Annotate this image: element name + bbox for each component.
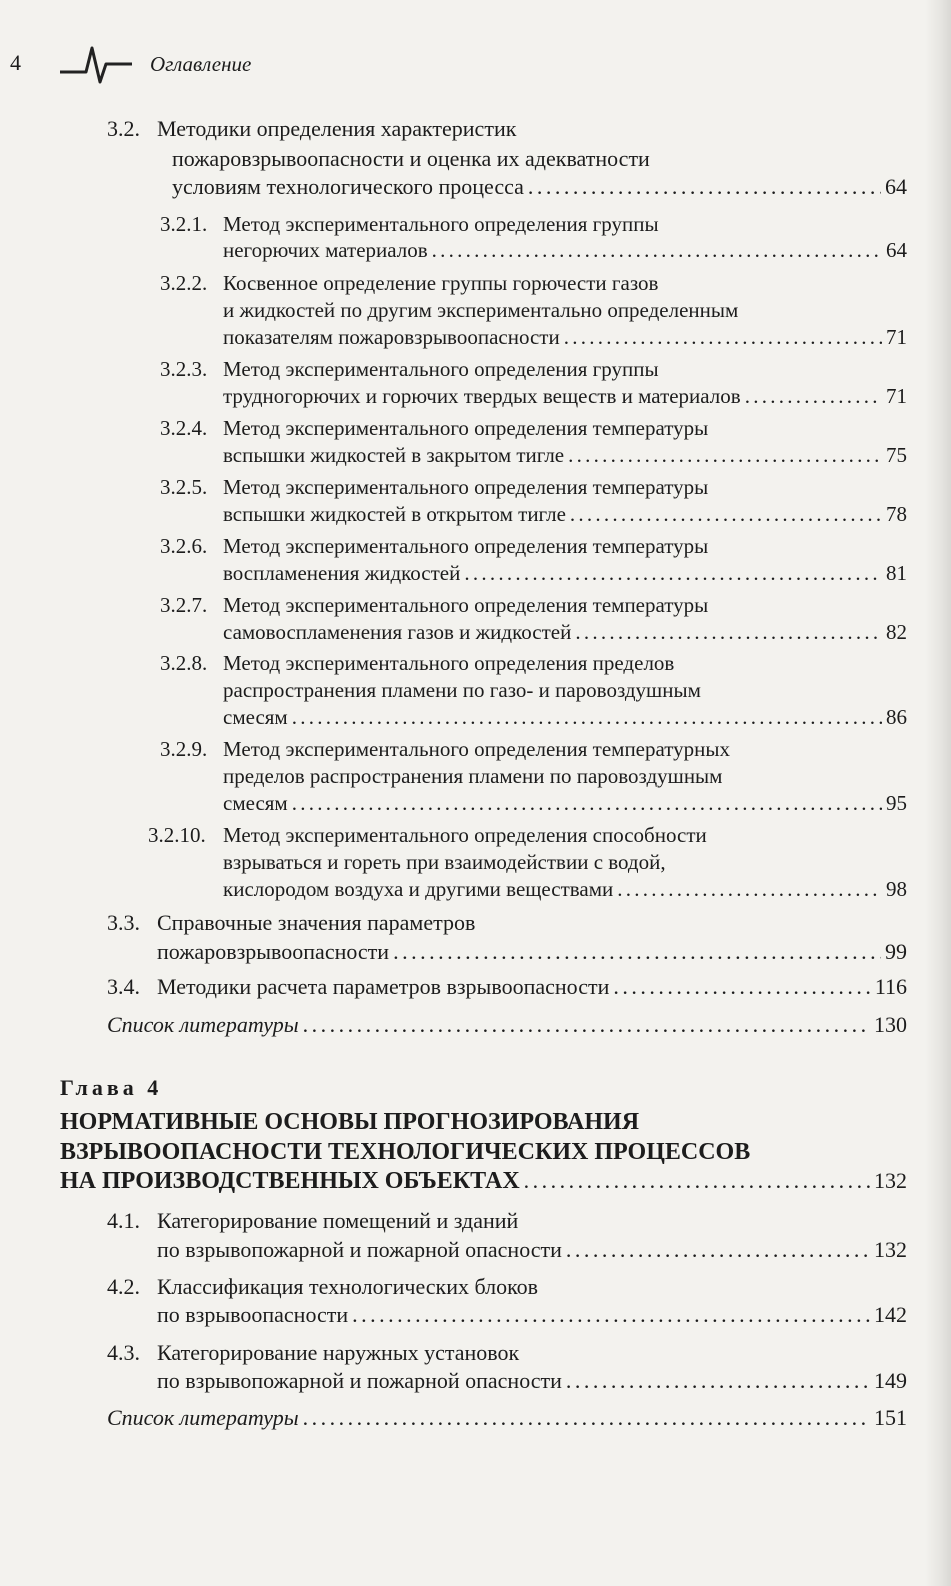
entry-title-line: и жидкостей по другим экспериментально определенным — [223, 298, 739, 322]
entry-title-line: самовоспламенения газов и жидкостей — [223, 620, 572, 644]
leader-dots — [613, 972, 870, 1002]
entry-title-line: Метод экспериментального определения группы — [223, 212, 659, 236]
entry-number: 3.2.9. — [160, 737, 208, 761]
entry-title-line: Методики расчета параметров взрывоопасности — [157, 974, 610, 999]
entry-title-line: трудногорючих и горючих твердых веществ и материалов — [223, 384, 741, 408]
entry-page: 98 — [886, 877, 907, 901]
leader-dots — [564, 322, 882, 352]
entry-title-line: по взрывопожарной и пожарной опасности — [157, 1237, 562, 1262]
entry-title-line: распространения пламени по газо- и паровоздушным — [223, 678, 701, 702]
entry-number: 3.2.5. — [160, 475, 208, 499]
entry-title-line: Классификация технологических блоков — [157, 1274, 539, 1299]
toc-entry-4-1-line-1 — [107, 1206, 518, 1236]
toc-entry-3-4 — [107, 972, 907, 1002]
entry-page: 86 — [886, 705, 907, 729]
toc-entry-3-2-10-line-3 — [223, 874, 907, 904]
entry-number: 4.1. — [107, 1208, 140, 1233]
entry-page: 95 — [886, 791, 907, 815]
entry-page: 151 — [874, 1405, 907, 1430]
entry-page: 71 — [886, 325, 907, 349]
entry-number: 3.2.8. — [160, 651, 208, 675]
toc-entry-3-2-line-3 — [172, 172, 907, 202]
toc-entry-4-3-line-1 — [107, 1338, 519, 1368]
toc-entry-3-2-10-line-1 — [148, 820, 707, 850]
entry-title-line: показателям пожаровзрывоопасности — [223, 325, 560, 349]
toc-entry-3-2-10-line-2 — [223, 847, 666, 877]
toc-entry-4-1-line-2 — [157, 1235, 907, 1265]
toc-entry-4-2-line-2 — [157, 1300, 907, 1330]
toc-entry-3-2-3-line-1 — [160, 354, 659, 384]
toc-entry-3-2-line-1 — [107, 114, 516, 144]
entry-page: 75 — [886, 443, 907, 467]
entry-title-line: пожаровзрывоопасности — [157, 939, 390, 964]
entry-page: 130 — [874, 1012, 907, 1037]
entry-number: 4.3. — [107, 1340, 140, 1365]
pulse-line-icon — [58, 46, 138, 86]
entry-number: 3.4. — [107, 974, 140, 999]
entry-title-line: Методики определения характеристик — [157, 116, 517, 141]
entry-title-line: Метод экспериментального определения пределов — [223, 651, 675, 675]
toc-entry-references-ch4 — [107, 1403, 907, 1433]
page-number: 4 — [10, 50, 21, 75]
running-header — [10, 46, 610, 86]
chapter-label: Глава 4 — [60, 1075, 163, 1100]
toc-entry-3-2-2-line-2 — [223, 295, 738, 325]
entry-title-line: воспламенения жидкостей — [223, 561, 461, 585]
toc-entry-3-2-8-line-1 — [160, 648, 674, 678]
entry-title-line: Косвенное определение группы горючести газов — [223, 271, 659, 295]
entry-page: 82 — [886, 620, 907, 644]
entry-title-line: вспышки жидкостей в закрытом тигле — [223, 443, 565, 467]
entry-page: 142 — [874, 1302, 907, 1327]
entry-number: 3.2.2. — [160, 271, 208, 295]
toc-entry-3-2-2-line-1 — [160, 268, 658, 298]
entry-number: 3.2.1. — [160, 212, 208, 236]
entry-title-line: условиям технологического процесса — [172, 174, 524, 199]
toc-entry-3-2-6-line-1 — [160, 531, 708, 561]
leader-dots — [566, 1235, 870, 1265]
toc-entry-3-2-8-line-2 — [223, 675, 701, 705]
entry-title-line: негорючих материалов — [223, 238, 428, 262]
toc-entry-3-2-7-line-2 — [223, 617, 907, 647]
toc-entry-3-2-9-line-2 — [223, 761, 722, 791]
entry-page: 64 — [885, 174, 907, 199]
leader-dots — [303, 1010, 870, 1040]
toc-entry-3-2-9-line-3 — [223, 788, 907, 818]
toc-entry-3-2-line-2 — [172, 144, 650, 174]
leader-dots — [352, 1300, 870, 1330]
toc-entry-3-2-8-line-3 — [223, 702, 907, 732]
entry-title-line: взрываться и гореть при взаимодействии с водой, — [223, 850, 666, 874]
entry-page: 149 — [874, 1368, 907, 1393]
entry-page: 81 — [886, 561, 907, 585]
entry-number: 3.3. — [107, 910, 140, 935]
toc-entry-3-2-4-line-1 — [160, 413, 708, 443]
entry-title-line: смесям — [223, 705, 288, 729]
leader-dots — [617, 874, 882, 904]
entry-title-line: Категорирование помещений и зданий — [157, 1208, 519, 1233]
entry-page: 78 — [886, 502, 907, 526]
entry-title-line: кислородом воздуха и другими веществами — [223, 877, 614, 901]
toc-entry-4-3-line-2 — [157, 1366, 907, 1396]
entry-title-line: Метод экспериментального определения температуры — [223, 416, 709, 440]
entry-title-line: Метод экспериментального определения температуры — [223, 534, 709, 558]
entry-number: 3.2.10. — [148, 823, 206, 847]
toc-entry-3-3-line-2 — [157, 937, 907, 967]
leader-dots — [570, 499, 882, 529]
entry-page: 99 — [885, 939, 907, 964]
entry-title-line: по взрывопожарной и пожарной опасности — [157, 1368, 562, 1393]
chapter-title-line-1: НОРМАТИВНЫЕ ОСНОВЫ ПРОГНОЗИРОВАНИЯ — [60, 1109, 640, 1135]
chapter-title-text: НА ПРОИЗВОДСТВЕННЫХ ОБЪЕКТАХ — [60, 1168, 520, 1194]
entry-number: 4.2. — [107, 1274, 140, 1299]
chapter-title-line-3 — [60, 1166, 907, 1196]
entry-title-line: вспышки жидкостей в открытом тигле — [223, 502, 566, 526]
toc-entry-3-2-6-line-2 — [223, 558, 907, 588]
toc-entry-3-2-1-line-2 — [223, 235, 907, 265]
header-title: Оглавление — [150, 52, 252, 76]
entry-title-line: Категорирование наружных установок — [157, 1340, 520, 1365]
leader-dots — [303, 1403, 870, 1433]
toc-entry-3-2-5-line-1 — [160, 472, 708, 502]
leader-dots — [292, 702, 882, 732]
toc-entry-3-2-7-line-1 — [160, 590, 708, 620]
leader-dots — [568, 440, 882, 470]
leader-dots — [575, 617, 882, 647]
leader-dots — [432, 235, 882, 265]
entry-title-line: Справочные значения параметров — [157, 910, 476, 935]
entry-title-line: Список литературы — [107, 1405, 299, 1430]
entry-title-line: смесям — [223, 791, 288, 815]
leader-dots — [464, 558, 882, 588]
leader-dots — [524, 1166, 870, 1196]
entry-title-line: по взрывоопасности — [157, 1302, 349, 1327]
entry-page: 64 — [886, 238, 907, 262]
entry-number: 3.2.6. — [160, 534, 208, 558]
chapter-page: 132 — [874, 1168, 907, 1193]
entry-number: 3.2.4. — [160, 416, 208, 440]
entry-number: 3.2.7. — [160, 593, 208, 617]
entry-title-line: Метод экспериментального определения группы — [223, 357, 659, 381]
toc-entry-3-2-2-line-3 — [223, 322, 907, 352]
entry-title-line: Метод экспериментального определения температурных — [223, 737, 731, 761]
entry-page: 71 — [886, 384, 907, 408]
entry-number: 3.2.3. — [160, 357, 208, 381]
entry-title-line: Метод экспериментального определения температуры — [223, 593, 709, 617]
leader-dots — [528, 172, 881, 202]
leader-dots — [745, 381, 882, 411]
toc-entry-3-2-3-line-2 — [223, 381, 907, 411]
page-edge-shadow — [925, 0, 951, 1586]
leader-dots — [393, 937, 881, 967]
toc-entry-references-ch3 — [107, 1010, 907, 1040]
entry-title-line: Список литературы — [107, 1012, 299, 1037]
toc-entry-3-2-5-line-2 — [223, 499, 907, 529]
entry-page: 116 — [874, 974, 907, 999]
entry-title-line: пределов распространения пламени по паровоздушным — [223, 764, 723, 788]
toc-entry-3-2-9-line-1 — [160, 734, 730, 764]
entry-number: 3.2. — [107, 116, 140, 141]
entry-page: 132 — [874, 1237, 907, 1262]
leader-dots — [292, 788, 882, 818]
toc-entry-3-2-4-line-2 — [223, 440, 907, 470]
entry-title-line: Метод экспериментального определения способности — [223, 823, 707, 847]
chapter-title-line-2: ВЗРЫВООПАСНОСТИ ТЕХНОЛОГИЧЕСКИХ ПРОЦЕССОВ — [60, 1139, 751, 1165]
entry-title-line: Метод экспериментального определения температуры — [223, 475, 709, 499]
toc-entry-3-3-line-1 — [107, 908, 475, 938]
toc-entry-4-2-line-1 — [107, 1272, 538, 1302]
leader-dots — [566, 1366, 870, 1396]
entry-title-line: пожаровзрывоопасности и оценка их адекватности — [172, 146, 650, 171]
